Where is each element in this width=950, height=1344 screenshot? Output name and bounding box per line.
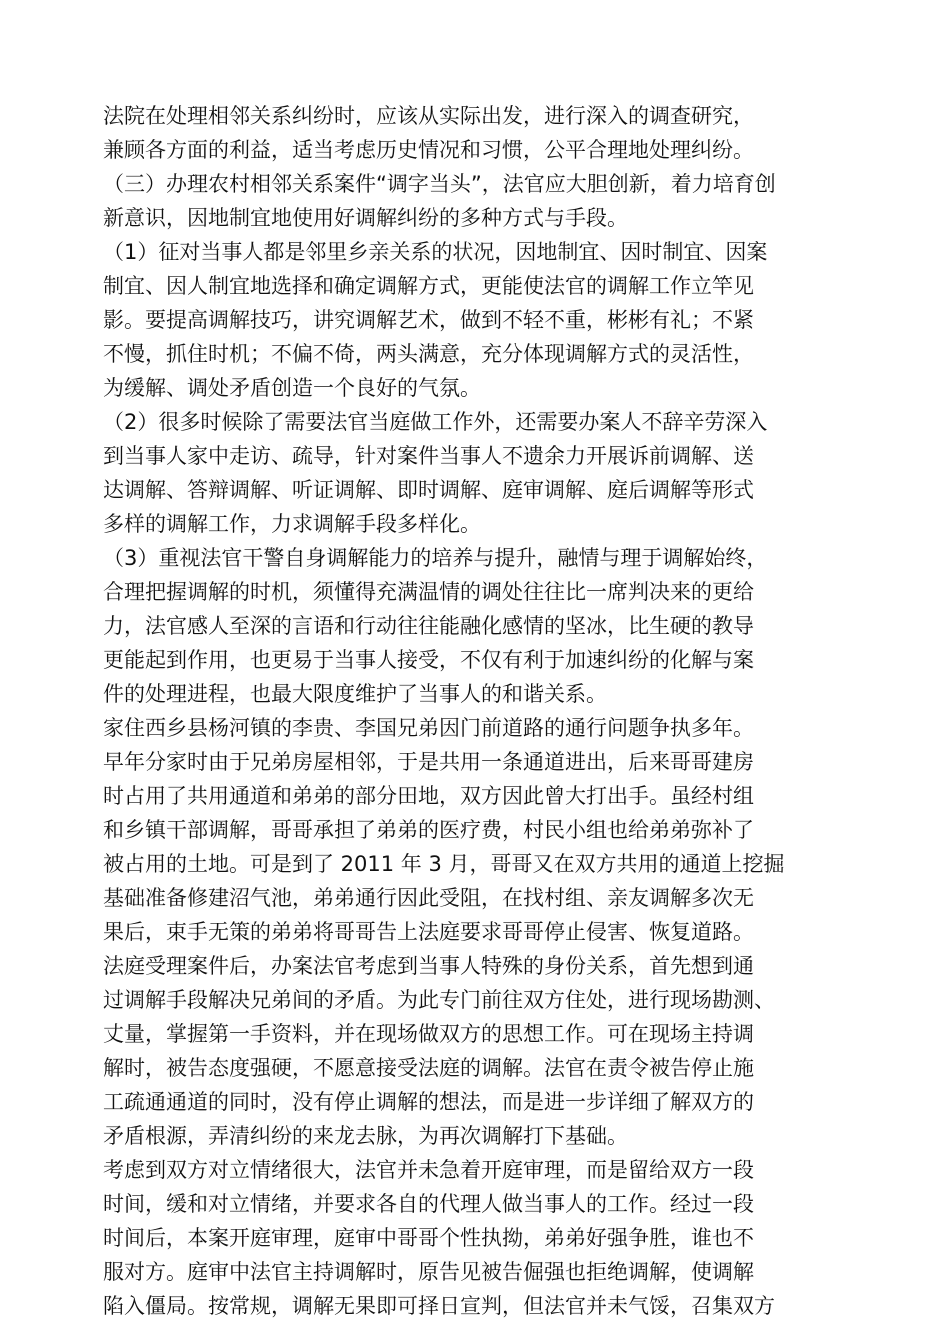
text-line: （3）重视法官干警自身调解能力的培养与提升，融情与理于调解始终， <box>103 546 768 570</box>
text-line: 法院在处理相邻关系纠纷时，应该从实际出发，进行深入的调查研究， <box>103 104 754 128</box>
text-line: 家住西乡县杨河镇的李贵、李国兄弟因门前道路的通行问题争执多年。 <box>103 716 754 740</box>
text-line: 为缓解、调处矛盾创造一个良好的气氛。 <box>103 376 481 400</box>
text-line: 到当事人家中走访、疏导，针对案件当事人不遗余力开展诉前调解、送 <box>103 444 754 468</box>
text-line: 法庭受理案件后，办案法官考虑到当事人特殊的身份关系，首先想到通 <box>103 954 754 978</box>
text-line: 工疏通通道的同时，没有停止调解的想法，而是进一步详细了解双方的 <box>103 1090 754 1114</box>
text-line: （三）办理农村相邻关系案件“调字当头”，法官应大胆创新，着力培育创 <box>103 172 776 196</box>
text-line: 影。要提高调解技巧，讲究调解艺术，做到不轻不重，彬彬有礼；不紧 <box>103 308 754 332</box>
text-line: 不慢，抓住时机；不偏不倚，两头满意，充分体现调解方式的灵活性， <box>103 342 754 366</box>
text-line: 丈量，掌握第一手资料，并在现场做双方的思想工作。可在现场主持调 <box>103 1022 754 1046</box>
text-line: 考虑到双方对立情绪很大，法官并未急着开庭审理，而是留给双方一段 <box>103 1158 754 1182</box>
text-line: 兼顾各方面的利益，适当考虑历史情况和习惯，公平合理地处理纠纷。 <box>103 138 754 162</box>
text-line: 早年分家时由于兄弟房屋相邻，于是共用一条通道进出，后来哥哥建房 <box>103 750 754 774</box>
text-line: 合理把握调解的时机，须懂得充满温情的调处往往比一席判决来的更给 <box>103 580 754 604</box>
text-line: 基础准备修建沼气池，弟弟通行因此受阻，在找村组、亲友调解多次无 <box>103 886 754 910</box>
text-line: 件的处理进程，也最大限度维护了当事人的和谐关系。 <box>103 682 607 706</box>
text-line: 被占用的土地。可是到了 2011 年 3 月，哥哥又在双方共用的通道上挖掘 <box>103 852 785 876</box>
text-line: 果后，束手无策的弟弟将哥哥告上法庭要求哥哥停止侵害、恢复道路。 <box>103 920 754 944</box>
text-line: 力，法官感人至深的言语和行动往往能融化感情的坚冰，比生硬的教导 <box>103 614 754 638</box>
text-line: 时间，缓和对立情绪，并要求各自的代理人做当事人的工作。经过一段 <box>103 1192 754 1216</box>
document-body <box>103 99 863 1323</box>
text-line: 陷入僵局。按常规，调解无果即可择日宣判，但法官并未气馁，召集双方 <box>103 1294 775 1318</box>
text-line: 多样的调解工作，力求调解手段多样化。 <box>103 512 481 536</box>
text-line: 过调解手段解决兄弟间的矛盾。为此专门前往双方住处，进行现场勘测、 <box>103 988 775 1012</box>
text-line: 制宜、因人制宜地选择和确定调解方式，更能使法官的调解工作立竿见 <box>103 274 754 298</box>
text-line: 矛盾根源，弄清纠纷的来龙去脉，为再次调解打下基础。 <box>103 1124 628 1148</box>
text-line: 和乡镇干部调解，哥哥承担了弟弟的医疗费，村民小组也给弟弟弥补了 <box>103 818 754 842</box>
text-line: 时间后，本案开庭审理，庭审中哥哥个性执拗，弟弟好强争胜，谁也不 <box>103 1226 754 1250</box>
text-line: （2）很多时候除了需要法官当庭做工作外，还需要办案人不辞辛劳深入 <box>103 410 768 434</box>
text-line: 时占用了共用通道和弟弟的部分田地，双方因此曾大打出手。虽经村组 <box>103 784 754 808</box>
text-line: 解时，被告态度强硬，不愿意接受法庭的调解。法官在责令被告停止施 <box>103 1056 754 1080</box>
text-line: 更能起到作用，也更易于当事人接受，不仅有利于加速纠纷的化解与案 <box>103 648 754 672</box>
text-line: 服对方。庭审中法官主持调解时，原告见被告倔强也拒绝调解，使调解 <box>103 1260 754 1284</box>
text-line: 达调解、答辩调解、听证调解、即时调解、庭审调解、庭后调解等形式 <box>103 478 754 502</box>
text-line: （1）征对当事人都是邻里乡亲关系的状况，因地制宜、因时制宜、因案 <box>103 240 768 264</box>
text-line: 新意识，因地制宜地使用好调解纠纷的多种方式与手段。 <box>103 206 628 230</box>
